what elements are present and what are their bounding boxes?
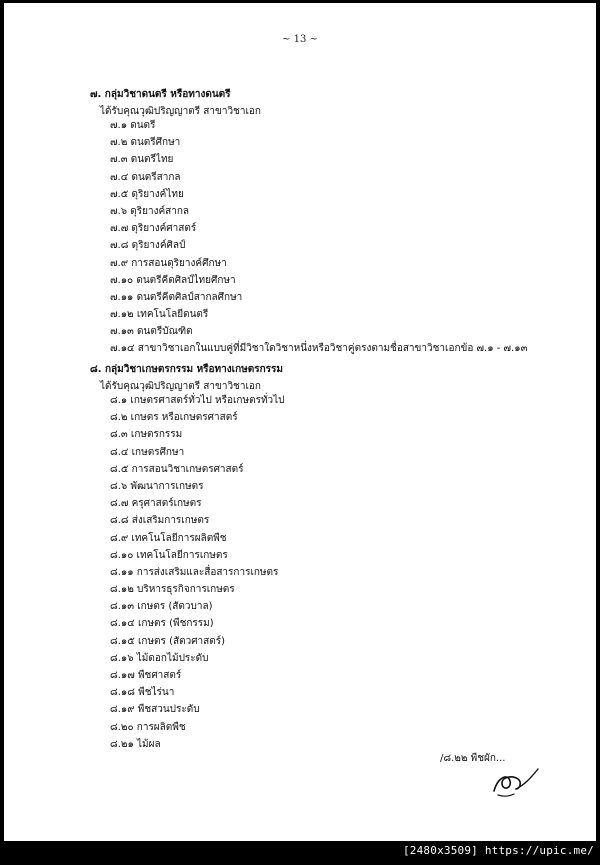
continuation-note: /๘.๒๒ พืชผัก... bbox=[440, 753, 506, 764]
list-item: ๘.๑๑ การส่งเสริมและสื่อสารการเกษตร bbox=[110, 566, 279, 578]
watermark-text: [2480x3509] https://upic.me/ bbox=[402, 844, 594, 857]
section-8-list bbox=[110, 392, 285, 753]
list-item: ๗.๑ ดนตรี bbox=[110, 120, 156, 131]
list-item: ๘.๒ เกษตร หรือเกษตรศาสตร์ bbox=[110, 412, 238, 424]
list-item: ๗.๔ ดนตรีสากล bbox=[110, 171, 181, 183]
list-item: ๗.๑๒ เทคโนโลยีดนตรี bbox=[110, 309, 209, 321]
list-item: ๗.๑๓ ดนตรีบัณฑิต bbox=[110, 326, 193, 338]
list-item: ๘.๒๑ ไม้ผล bbox=[110, 738, 161, 750]
list-item: ๗.๑๐ ดนตรีคีตศิลป์ไทยศึกษา bbox=[110, 274, 236, 286]
list-item: ๘.๑๔ เกษตร (พืชกรรม) bbox=[110, 618, 214, 630]
list-item: ๗.๒ ดนตรีศึกษา bbox=[110, 137, 181, 149]
page-number: ~ 13 ~ bbox=[282, 34, 318, 45]
list-item: ๗.๖ ดุริยางค์สากล bbox=[110, 205, 190, 217]
list-item: ๘.๑ เกษตรศาสตร์ทั่วไป หรือเกษตรทั่วไป bbox=[110, 395, 285, 406]
section-7-subheading: ได้รับคุณวุฒิปริญญาตรี สาขาวิชาเอก bbox=[100, 106, 261, 117]
list-item: ๘.๙ เทคโนโลยีการผลิตพืช bbox=[110, 532, 227, 544]
section-7-list bbox=[110, 117, 527, 358]
list-item: ๗.๑๔ สาขาวิชาเอกในแบบคู่ที่มีวิชาใดวิชาหนึ่งหรือวิชาคู่ตรงตามชื่อสาขาวิชาเอกข้อ ๗.๑ - ๗.๑๓ bbox=[110, 343, 528, 355]
list-item: ๘.๑๐ เทคโนโลยีการเกษตร bbox=[110, 549, 228, 561]
list-item: ๘.๑๕ เกษตร (สัตวศาสตร์) bbox=[110, 635, 226, 647]
list-item: ๗.๑๑ ดนตรีคีตศิลป์สากลศึกษา bbox=[110, 291, 243, 303]
section-7-heading: ๗. กลุ่มวิชาดนตรี หรือทางดนตรี bbox=[90, 89, 231, 100]
list-item: ๘.๗ ครุศาสตร์เกษตร bbox=[110, 498, 202, 510]
list-item: ๘.๖ พัฒนาการเกษตร bbox=[110, 480, 204, 492]
list-item: ๘.๑๓ เกษตร (สัตวบาล) bbox=[110, 601, 213, 613]
list-item: ๘.๑๒ บริหารธุรกิจการเกษตร bbox=[110, 584, 235, 596]
document-page bbox=[4, 3, 596, 841]
list-item: ๘.๓ เกษตรกรรม bbox=[110, 429, 183, 441]
list-item: ๘.๑๙ พืชสวนประดับ bbox=[110, 704, 200, 716]
list-item: ๘.๘ ส่งเสริมการเกษตร bbox=[110, 515, 210, 527]
watermark-bar bbox=[0, 841, 600, 865]
list-item: ๘.๑๗ พืชศาสตร์ bbox=[110, 670, 182, 681]
list-item: ๗.๕ ดุริยางค์ไทย bbox=[110, 188, 184, 200]
list-item: ๘.๕ การสอนวิชาเกษตรศาสตร์ bbox=[110, 463, 244, 475]
list-item: ๗.๓ ดนตรีไทย bbox=[110, 154, 174, 166]
section-8-subheading: ได้รับคุณวุฒิปริญญาตรี สาขาวิชาเอก bbox=[100, 381, 261, 392]
list-item: ๘.๒๐ การผลิตพืช bbox=[110, 721, 186, 733]
list-item: ๘.๑๖ ไม้ดอกไม้ประดับ bbox=[110, 652, 209, 664]
list-item: ๘.๑๘ พืชไร่นา bbox=[110, 687, 175, 699]
list-item: ๗.๙ การสอนดุริยางค์ศึกษา bbox=[110, 257, 227, 269]
signature-mark bbox=[490, 765, 542, 799]
list-item: ๗.๘ ดุริยางค์ศิลป์ bbox=[110, 240, 186, 252]
list-item: ๗.๗ ดุริยางค์ศาสตร์ bbox=[110, 223, 197, 235]
section-8-heading: ๘. กลุ่มวิชาเกษตรกรรม หรือทางเกษตรกรรม bbox=[90, 364, 283, 375]
list-item: ๘.๔ เกษตรศึกษา bbox=[110, 446, 185, 458]
